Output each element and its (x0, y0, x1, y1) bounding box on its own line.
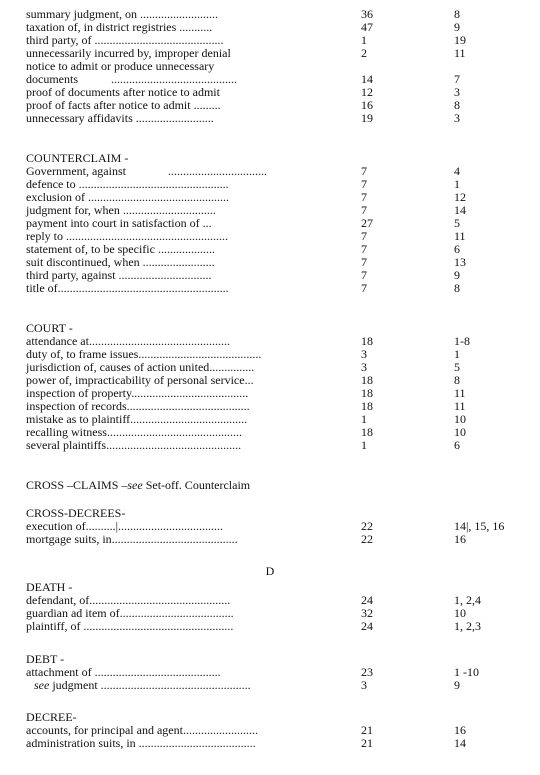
order-number: 2 (361, 46, 367, 60)
entry-label: accounts, for principal and agent......................... (26, 723, 258, 737)
entry-text (34, 679, 251, 692)
entry-label: title of......................................................... (26, 281, 229, 295)
order-number: 22 (361, 532, 373, 546)
entry-label: guardian ad item of...................................... (26, 606, 234, 620)
heading-label: COURT - (26, 321, 73, 335)
order-number: 7 (361, 242, 367, 256)
index-heading (0, 479, 540, 492)
section-letter-text: D (265, 564, 275, 578)
rule-number: 8 (454, 98, 460, 112)
entry-label: exclusion of ............................................... (26, 190, 229, 204)
rule-number: 1-8 (454, 334, 470, 348)
order-number: 3 (361, 347, 367, 361)
entry-label: attachment of .......................................... (26, 665, 221, 679)
order-number: 19 (361, 111, 373, 125)
rule-number: 11 (454, 399, 466, 413)
order-number: 1 (361, 412, 367, 426)
rule-number: 11 (454, 46, 466, 60)
index-entry (0, 679, 540, 692)
entry-label: inspection of records......................................... (26, 399, 250, 413)
entry-label: defence to .................................................. (26, 177, 229, 191)
order-number: 7 (361, 281, 367, 295)
order-number: 12 (361, 85, 373, 99)
order-number: 1 (361, 438, 367, 452)
entry-label: jurisdiction of, causes of action united............... (26, 360, 255, 374)
section-letter (0, 565, 540, 578)
index-entry (0, 439, 540, 452)
heading-text (26, 479, 250, 492)
entry-text (26, 737, 256, 750)
entry-label: third party, of ........................................... (26, 33, 224, 47)
rule-number: 8 (454, 373, 460, 387)
rule-number: 3 (454, 111, 460, 125)
entry-label: notice to admit or produce unnecessary (26, 59, 215, 73)
rule-number: 5 (454, 360, 460, 374)
entry-label: administration suits, in ....................................... (26, 736, 256, 750)
order-number: 22 (361, 519, 373, 533)
order-number: 27 (361, 216, 373, 230)
entry-label: reply to ...................................................... (26, 229, 228, 243)
rule-number: 16 (454, 532, 466, 546)
rule-number: 1, 2,3 (454, 619, 481, 633)
order-number: 1 (361, 33, 367, 47)
entry-label: power of, impracticability of personal service... (26, 373, 254, 387)
order-number: 24 (361, 593, 373, 607)
order-number: 23 (361, 665, 373, 679)
rule-number: 8 (454, 7, 460, 21)
rule-number: 7 (454, 72, 460, 86)
entry-label: mortgage suits, in.......................................... (26, 532, 238, 546)
rule-number: 1, 2,4 (454, 593, 481, 607)
entry-label: summary judgment, on .......................... (26, 7, 218, 21)
entry-label: mistake as to plaintiff....................................... (26, 412, 248, 426)
entry-text (26, 112, 214, 125)
rule-number: 11 (454, 386, 466, 400)
rule-number: 6 (454, 438, 460, 452)
rule-number: 8 (454, 281, 460, 295)
rule-number: 14|, 15, 16 (454, 519, 505, 533)
order-number: 47 (361, 20, 373, 34)
order-number: 7 (361, 190, 367, 204)
entry-text (26, 620, 233, 633)
order-number: 36 (361, 7, 373, 21)
entry-label: attendance at............................................... (26, 334, 230, 348)
entry-label: payment into court in satisfaction of ... (26, 216, 212, 230)
heading-label: CROSS –CLAIMS – (26, 478, 128, 492)
rule-number: 13 (454, 255, 466, 269)
entry-label: taxation of, in district registries ........... (26, 20, 213, 34)
order-number: 18 (361, 425, 373, 439)
order-number: 3 (361, 360, 367, 374)
order-number: 7 (361, 203, 367, 217)
entry-label: judgment for, when ............................... (26, 203, 216, 217)
order-number: 18 (361, 334, 373, 348)
entry-label: plaintiff, of .................................................. (26, 619, 234, 633)
index-entry (0, 737, 540, 750)
rule-number: 16 (454, 723, 466, 737)
rule-number: 4 (454, 164, 460, 178)
entry-label: defendant, of............................................... (26, 593, 231, 607)
rule-number: 6 (454, 242, 460, 256)
rule-number: 3 (454, 85, 460, 99)
entry-label: proof of facts after notice to admit ......... (26, 98, 221, 112)
index-entry (0, 112, 540, 125)
rule-number: 1 (454, 177, 460, 191)
entry-label: several plaintiffs............................................. (26, 438, 242, 452)
order-number: 7 (361, 255, 367, 269)
see-reference: see (127, 478, 143, 492)
rule-number: 5 (454, 216, 460, 230)
order-number: 7 (361, 164, 367, 178)
entry-label: documents .......................................... (26, 72, 237, 86)
order-number: 24 (361, 619, 373, 633)
rule-number: 19 (454, 33, 466, 47)
entry-label: suit discontinued, when ........................ (26, 255, 215, 269)
order-number: 21 (361, 736, 373, 750)
entry-text (26, 533, 238, 546)
index-entry (0, 620, 540, 633)
rule-number: 1 -10 (454, 665, 479, 679)
rule-number: 9 (454, 268, 460, 282)
order-number: 18 (361, 386, 373, 400)
entry-label: duty of, to frame issues......................................... (26, 347, 262, 361)
order-number: 3 (361, 678, 367, 692)
entry-label: proof of documents after notice to admit (26, 85, 220, 99)
rule-number: 9 (454, 678, 460, 692)
rule-number: 12 (454, 190, 466, 204)
entry-label: unnecessary affidavits .......................... (26, 111, 214, 125)
index-entry (0, 282, 540, 295)
order-number: 16 (361, 98, 373, 112)
see-reference: see (34, 678, 50, 692)
entry-label: recalling witness............................................. (26, 425, 242, 439)
rule-number: 10 (454, 412, 466, 426)
rule-number: 11 (454, 229, 466, 243)
rule-number: 10 (454, 606, 466, 620)
entry-text (26, 282, 229, 295)
entry-label: Government, against ................................. (26, 164, 267, 178)
heading-label: CROSS-DECREES- (26, 506, 126, 520)
rule-number: 14 (454, 203, 466, 217)
order-number: 7 (361, 268, 367, 282)
entry-label: inspection of property....................................... (26, 386, 249, 400)
order-number: 21 (361, 723, 373, 737)
order-number: 14 (361, 72, 373, 86)
order-number: 18 (361, 373, 373, 387)
rule-number: 1 (454, 347, 460, 361)
heading-label: COUNTERCLAIM - (26, 151, 129, 165)
entry-label: third party, against ............................... (26, 268, 212, 282)
order-number: 7 (361, 229, 367, 243)
rule-number: 14 (454, 736, 466, 750)
reference-target: Set-off. Counterclaim (142, 478, 251, 492)
rule-number: 9 (454, 20, 460, 34)
entry-label: judgment .................................................. (49, 678, 251, 692)
entry-text (26, 439, 241, 452)
rule-number: 10 (454, 425, 466, 439)
entry-label: statement of, to be specific ................... (26, 242, 215, 256)
entry-label: execution of..........|................................... (26, 519, 224, 533)
heading-label: DEBT - (26, 652, 65, 666)
order-number: 18 (361, 399, 373, 413)
order-number: 7 (361, 177, 367, 191)
index-entry (0, 533, 540, 546)
heading-label: DEATH - (26, 580, 73, 594)
heading-label: DECREE- (26, 710, 77, 724)
entry-label: unnecessarily incurred by, improper denial (26, 46, 231, 60)
order-number: 32 (361, 606, 373, 620)
